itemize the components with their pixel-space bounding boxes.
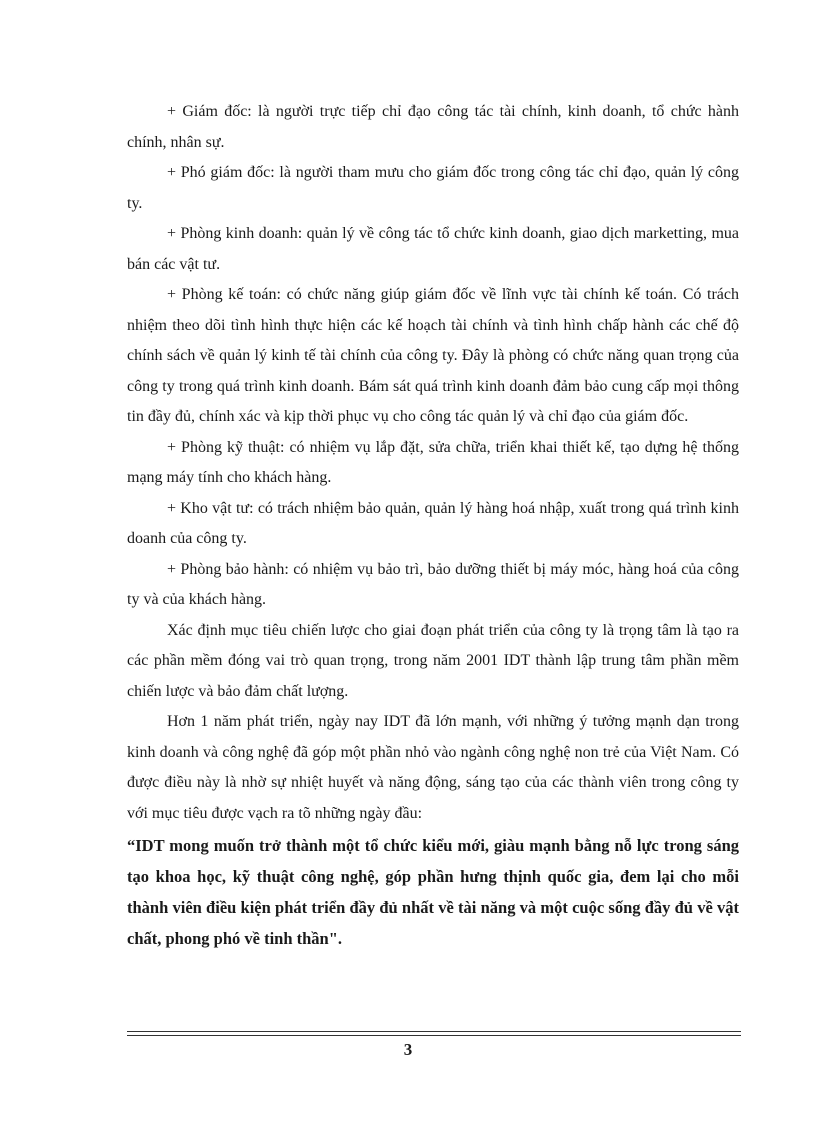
paragraph-warehouse: + Kho vật tư: có trách nhiệm bảo quản, quản lý hàng hoá nhập, xuất trong quá trình kinh doanh của công ty.	[127, 499, 739, 547]
body-text	[127, 97, 739, 954]
footer-divider-bottom	[127, 1035, 741, 1036]
paragraph-warranty-department: + Phòng bảo hành: có nhiệm vụ bảo trì, bảo dưỡng thiết bị máy móc, hàng hoá của công ty và của khách hàng.	[127, 560, 739, 608]
paragraph-strategy: Xác định mục tiêu chiến lược cho giai đoạn phát triển của công ty là trọng tâm là tạo ra các phần mềm đóng vai trò quan trọng, trong năm 2001 IDT thành lập trung tâm phần mềm chiến lược và bảo đảm chất lượng.	[127, 621, 739, 700]
footer-divider-top	[127, 1031, 741, 1032]
paragraph-development: Hơn 1 năm phát triển, ngày nay IDT đã lớn mạnh, với những ý tưởng mạnh dạn trong kinh doanh và công nghệ đã góp một phần nhỏ vào ngành công nghệ non trẻ của Việt Nam. Có được điều này là nhờ sự nhiệt huyết và năng động, sáng tạo của các thành viên trong công ty với mục tiêu được vạch ra tõ những ngày đầu:	[127, 713, 739, 822]
mission-quote: “IDT mong muốn trở thành một tổ chức kiểu mới, giàu mạnh bằng nỗ lực trong sáng tạo khoa học, kỹ thuật công nghệ, góp phần hưng thịnh quốc gia, đem lại cho mỗi thành viên điều kiện phát triển đầy đủ nhất về tài năng và một cuộc sống đầy đủ về vật chất, phong phó về tinh thần".	[127, 836, 739, 948]
paragraph-accounting-department: + Phòng kế toán: có chức năng giúp giám đốc về lĩnh vực tài chính kế toán. Có trách nhiệm theo dõi tình hình thực hiện các kế hoạch tài chính và tình hình chấp hành các chế độ chính sách về quản lý kinh tế tài chính của công ty. Đây là phòng có chức năng quan trọng của công ty trong quá trình kinh doanh. Bám sát quá trình kinh doanh đảm bảo cung cấp mọi thông tin đầy đủ, chính xác và kịp thời phục vụ cho công tác quản lý và chỉ đạo của giám đốc.	[127, 286, 739, 425]
paragraph-sales-department: + Phòng kinh doanh: quản lý về công tác tổ chức kinh doanh, giao dịch marketting, mua bán các vật tư.	[127, 225, 739, 273]
paragraph-director: + Giám đốc: là người trực tiếp chỉ đạo công tác tài chính, kinh doanh, tổ chức hành chính, nhân sự.	[127, 103, 739, 151]
paragraph-deputy-director: + Phó giám đốc: là người tham mưu cho giám đốc trong công tác chỉ đạo, quản lý công ty.	[127, 164, 739, 212]
paragraph-technical-department: + Phòng kỹ thuật: có nhiệm vụ lắp đặt, sửa chữa, triển khai thiết kế, tạo dựng hệ thống mạng máy tính cho khách hàng.	[127, 438, 739, 486]
page-number: 3	[403, 1040, 413, 1059]
